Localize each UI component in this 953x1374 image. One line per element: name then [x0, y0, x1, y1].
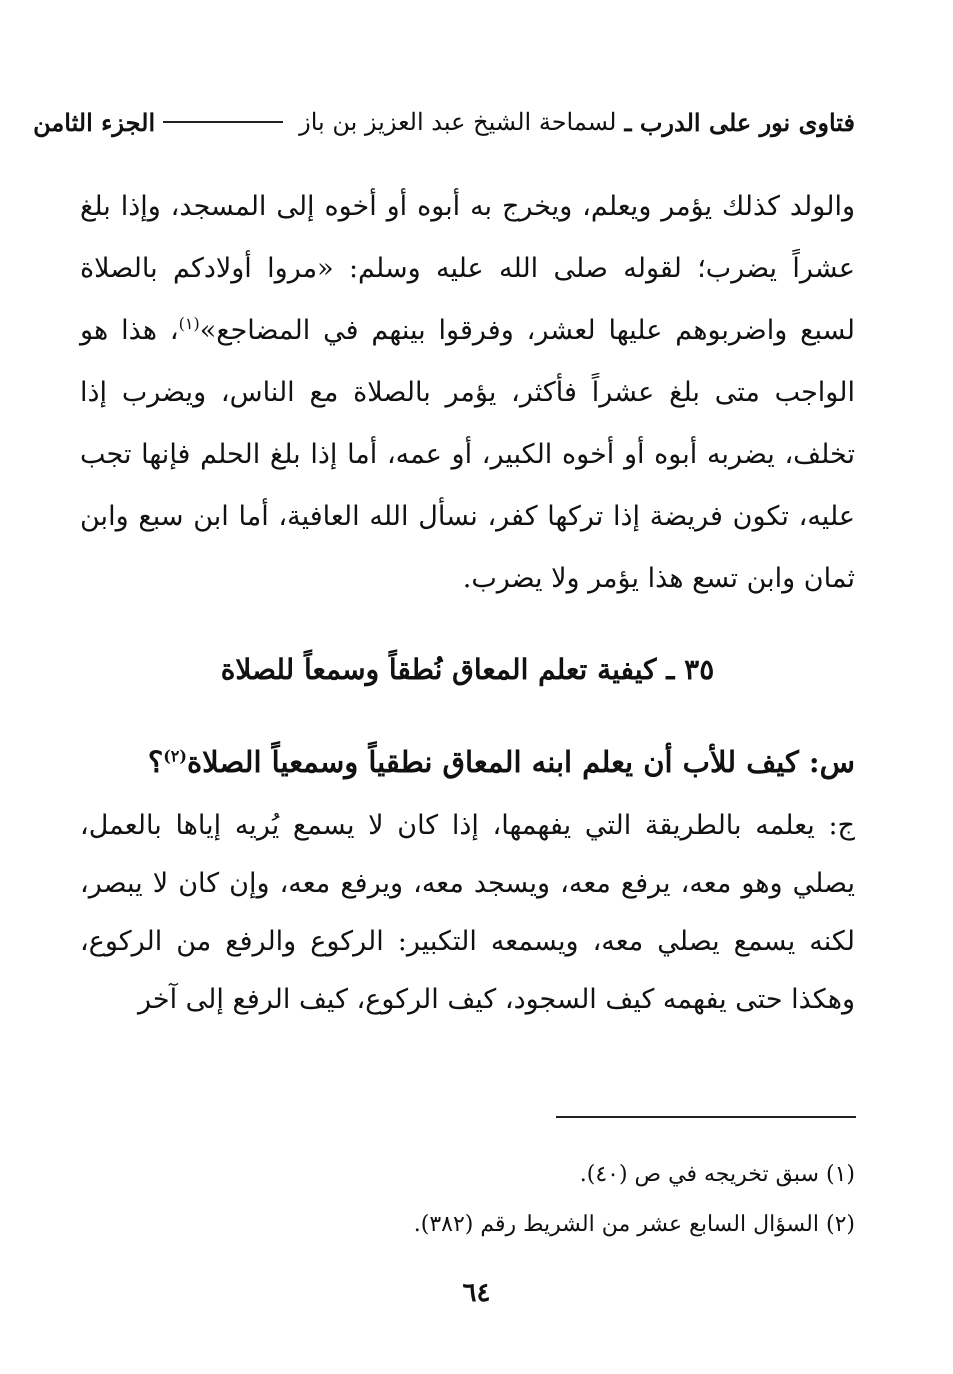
footnote-ref-2: (٢) [163, 746, 187, 766]
header-title-group [155, 108, 855, 137]
book-title: فتاوى نور على الدرب ـ [624, 107, 855, 137]
question-text: س: كيف للأب أن يعلم ابنه المعاق نطقياً وسمعياً الصلاة [186, 745, 855, 779]
paragraph-1-text-a: والولد كذلك يؤمر ويعلم، ويخرج به أبوه أو أخوه إلى المسجد، وإذا بلغ عشراً يضرب؛ لقوله صلى الله عليه وسلم: «مروا أولادكم بالصلاة لسبع واضربوهم عليها لعشر، وفرقوا بينهم في المضاجع» [80, 191, 855, 346]
volume-label: الجزء الثامن [33, 107, 156, 137]
footnote-1: (١) سبق تخريجه في ص (٤٠). [579, 1162, 855, 1187]
footnote-ref-1: (١) [178, 314, 200, 333]
footnote-2: (٢) السؤال السابع عشر من الشريط رقم (٣٨٢). [413, 1212, 855, 1237]
question-line [80, 734, 855, 790]
answer-paragraph: ج: يعلمه بالطريقة التي يفهمها، إذا كان لا يسمع يُريه إياها بالعمل، يصلي وهو معه، يرفع معه، ويسجد معه، ويرفع معه، وإن كان لا يبصر، لكنه يسمع يصلي معه، ويسمعه التكبير: الركوع والرفع من الركوع، وهكذا حتى يفهمه كيف السجود، كيف الركوع، كيف الرفع إلى آخر [80, 810, 855, 1015]
body-paragraph-1 [80, 176, 855, 610]
page-number: ٦٤ [462, 1278, 491, 1308]
running-header [33, 104, 855, 140]
author-name: لسماحة الشيخ عبد العزيز بن باز [299, 108, 617, 136]
footnote-separator [556, 1116, 856, 1118]
footnotes [80, 1150, 855, 1250]
section-heading: ٣٥ ـ كيفية تعلم المعاق نُطقاً وسمعاً للصلاة [220, 653, 715, 686]
question-mark: ؟ [147, 745, 164, 779]
header-rule [163, 121, 283, 123]
paragraph-1-text-b: ، هذا هو الواجب متى بلغ عشراً فأكثر، يؤمر بالصلاة مع الناس، ويضرب إذا تخلف، يضربه أبوه أو أخوه الكبير، أو عمه، أما إذا بلغ الحلم فإنها تجب عليه، تكون فريضة إذا تركها كفر، نسأل الله العافية، أما ابن سبع وابن ثمان وابن تسع هذا يؤمر ولا يضرب. [80, 315, 855, 594]
